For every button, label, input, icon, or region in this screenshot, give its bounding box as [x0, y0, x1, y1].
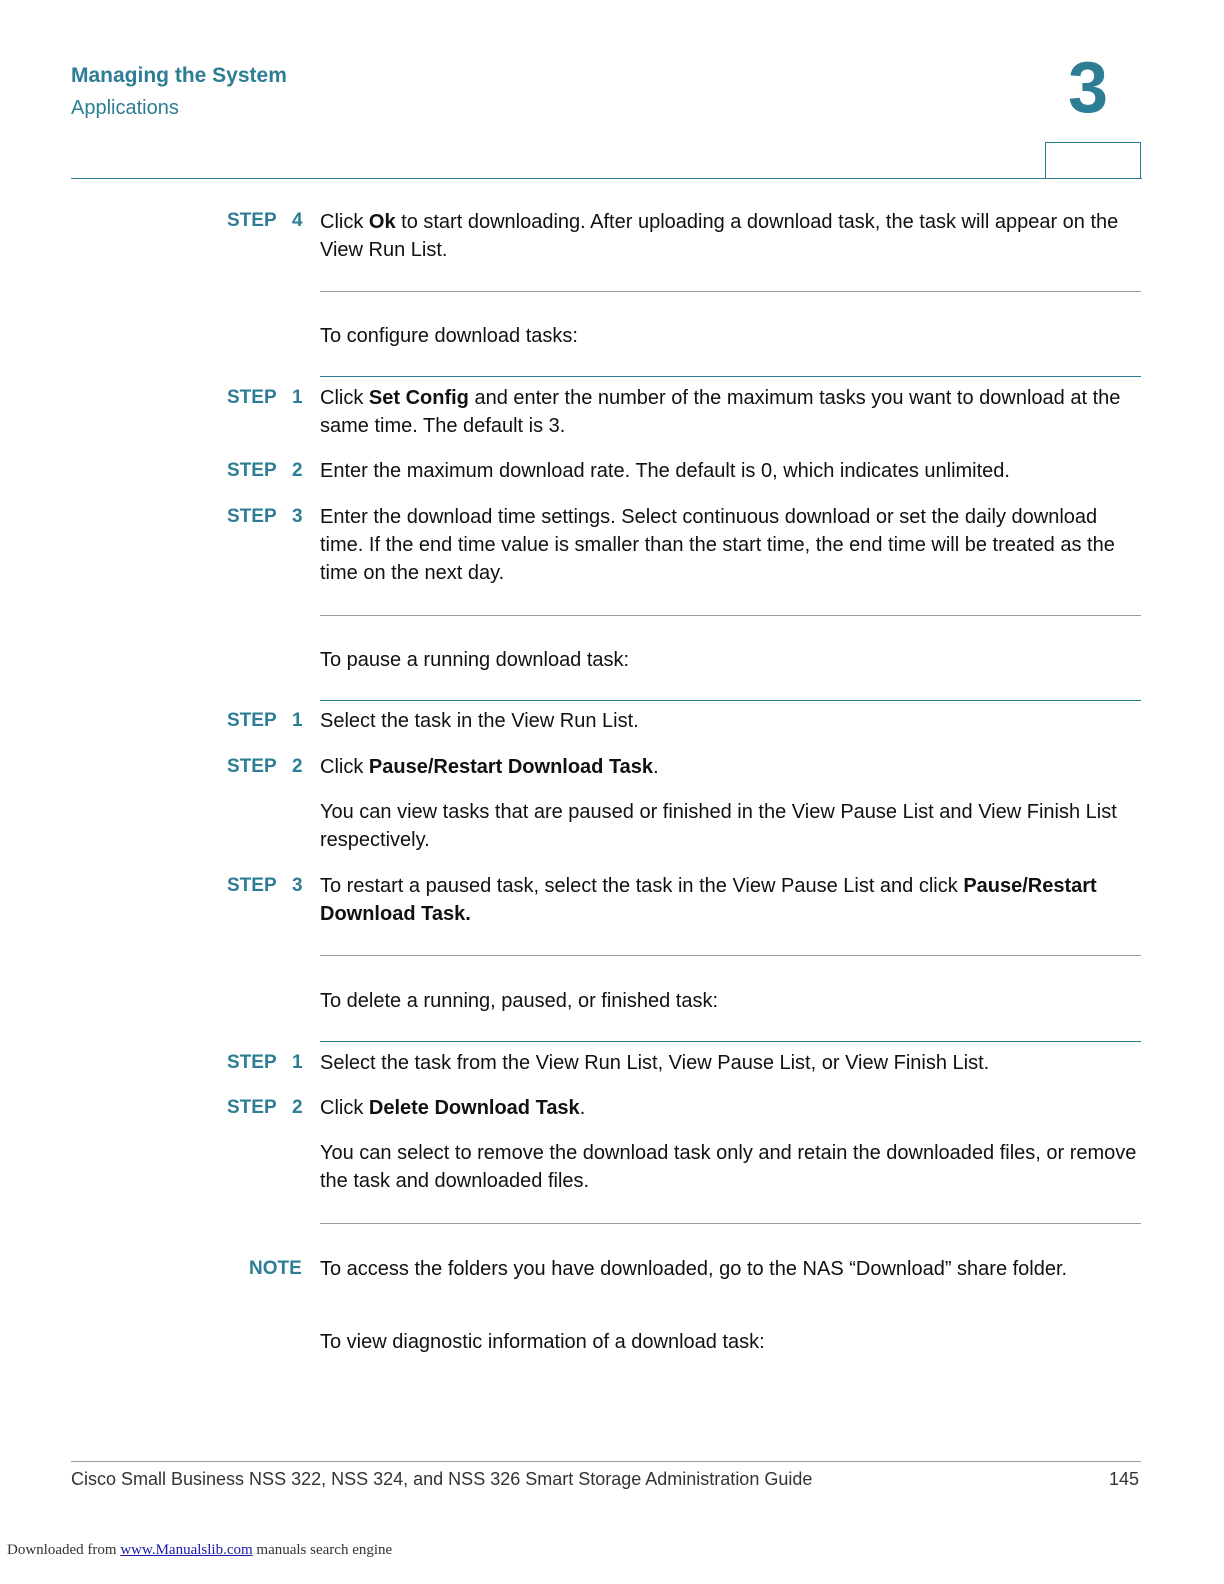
- text-run: Click: [320, 1097, 369, 1119]
- footer-divider: [71, 1461, 1141, 1462]
- step-detail: You can select to remove the download task only and retain the downloaded files, or remove the task and downloaded files.: [320, 1142, 1137, 1192]
- divider: [320, 1223, 1141, 1224]
- text-run: To restart a paused task, select the task in the View Pause List and click: [320, 875, 964, 897]
- chapter-title: Managing the System: [71, 64, 287, 87]
- step-word: STEP: [227, 756, 277, 777]
- step-number: 1: [292, 387, 303, 408]
- step-text: Enter the maximum download rate. The default is 0, which indicates unlimited.: [320, 460, 1010, 482]
- step-label: [227, 756, 307, 778]
- text-run: Click: [320, 387, 369, 409]
- section-subtitle: Applications: [71, 97, 179, 119]
- step-number: 1: [292, 1052, 303, 1073]
- step-label: [227, 210, 307, 232]
- step-label: [227, 1052, 307, 1074]
- step-word: STEP: [227, 710, 277, 731]
- divider: [320, 291, 1141, 292]
- download-source-line: [7, 1542, 392, 1559]
- text-run: .: [653, 756, 659, 778]
- text-run: Click: [320, 756, 369, 778]
- bold-term: Pause/Restart Download Task: [368, 756, 654, 778]
- divider: [320, 615, 1141, 616]
- download-suffix: manuals search engine: [252, 1542, 393, 1558]
- step-number: 2: [292, 756, 303, 777]
- chapter-tab-box: [1045, 142, 1141, 178]
- divider: [320, 955, 1141, 956]
- divider: [320, 1041, 1141, 1042]
- download-prefix: Downloaded from: [7, 1542, 121, 1558]
- step-number: 1: [292, 710, 303, 731]
- bold-term: Pause/Restart Download Task.: [320, 875, 1097, 925]
- procedure-heading: To view diagnostic information of a download task:: [320, 1331, 765, 1353]
- manualslib-link[interactable]: www.Manualslib.com: [120, 1542, 253, 1558]
- bold-term: Ok: [368, 211, 396, 233]
- step-label: [227, 1097, 307, 1119]
- step-text: [320, 208, 1142, 264]
- step-label: [227, 387, 307, 409]
- note-text: To access the folders you have downloaded, go to the NAS “Download” share folder.: [320, 1258, 1068, 1280]
- step-number: 3: [292, 875, 303, 896]
- bold-term: Set Config: [368, 387, 469, 409]
- step-text: Select the task from the View Run List, View Pause List, or View Finish List.: [320, 1052, 990, 1074]
- text-run: to start downloading. After uploading a download task, the task will appear on the View Run List.: [320, 211, 1119, 261]
- step-label: [227, 710, 307, 732]
- header-divider: [71, 178, 1142, 179]
- step-word: STEP: [227, 506, 277, 527]
- text-run: Click: [320, 211, 369, 233]
- step-word: STEP: [227, 460, 277, 481]
- step-detail: You can view tasks that are paused or finished in the View Pause List and View Finish List respectively.: [320, 801, 1117, 851]
- step-word: STEP: [227, 1052, 277, 1073]
- procedure-heading: To pause a running download task:: [320, 649, 630, 671]
- step-number: 4: [292, 210, 303, 231]
- step-word: STEP: [227, 387, 277, 408]
- chapter-number: 3: [1068, 48, 1109, 128]
- step-word: STEP: [227, 1097, 277, 1118]
- step-word: STEP: [227, 875, 277, 896]
- footer-guide-title: Cisco Small Business NSS 322, NSS 324, and NSS 326 Smart Storage Administration Guide: [71, 1469, 813, 1489]
- step-text: [320, 753, 1142, 781]
- procedure-heading: To delete a running, paused, or finished task:: [320, 990, 719, 1012]
- step-text: [320, 384, 1142, 440]
- step-word: STEP: [227, 210, 277, 231]
- procedure-heading: To configure download tasks:: [320, 325, 578, 347]
- step-number: 3: [292, 506, 303, 527]
- step-text: [320, 1094, 1142, 1122]
- page-number: 145: [1109, 1469, 1140, 1489]
- step-text: Select the task in the View Run List.: [320, 710, 639, 732]
- step-label: [227, 506, 307, 528]
- step-label: [227, 460, 307, 482]
- bold-term: Delete Download Task: [368, 1097, 580, 1119]
- step-number: 2: [292, 460, 303, 481]
- divider: [320, 700, 1141, 701]
- note-label: NOTE: [249, 1258, 302, 1279]
- step-text: Enter the download time settings. Select continuous download or set the daily download time. If the end time value is smaller than the start time, the end time will be treated as the time on the next day.: [320, 506, 1115, 584]
- step-text: [320, 872, 1142, 928]
- text-run: .: [579, 1097, 586, 1119]
- text-run: and enter the number of the maximum tasks you want to download at the same time. The default is 3.: [320, 387, 1121, 437]
- divider: [320, 376, 1141, 377]
- step-label: [227, 875, 307, 897]
- step-number: 2: [292, 1097, 303, 1118]
